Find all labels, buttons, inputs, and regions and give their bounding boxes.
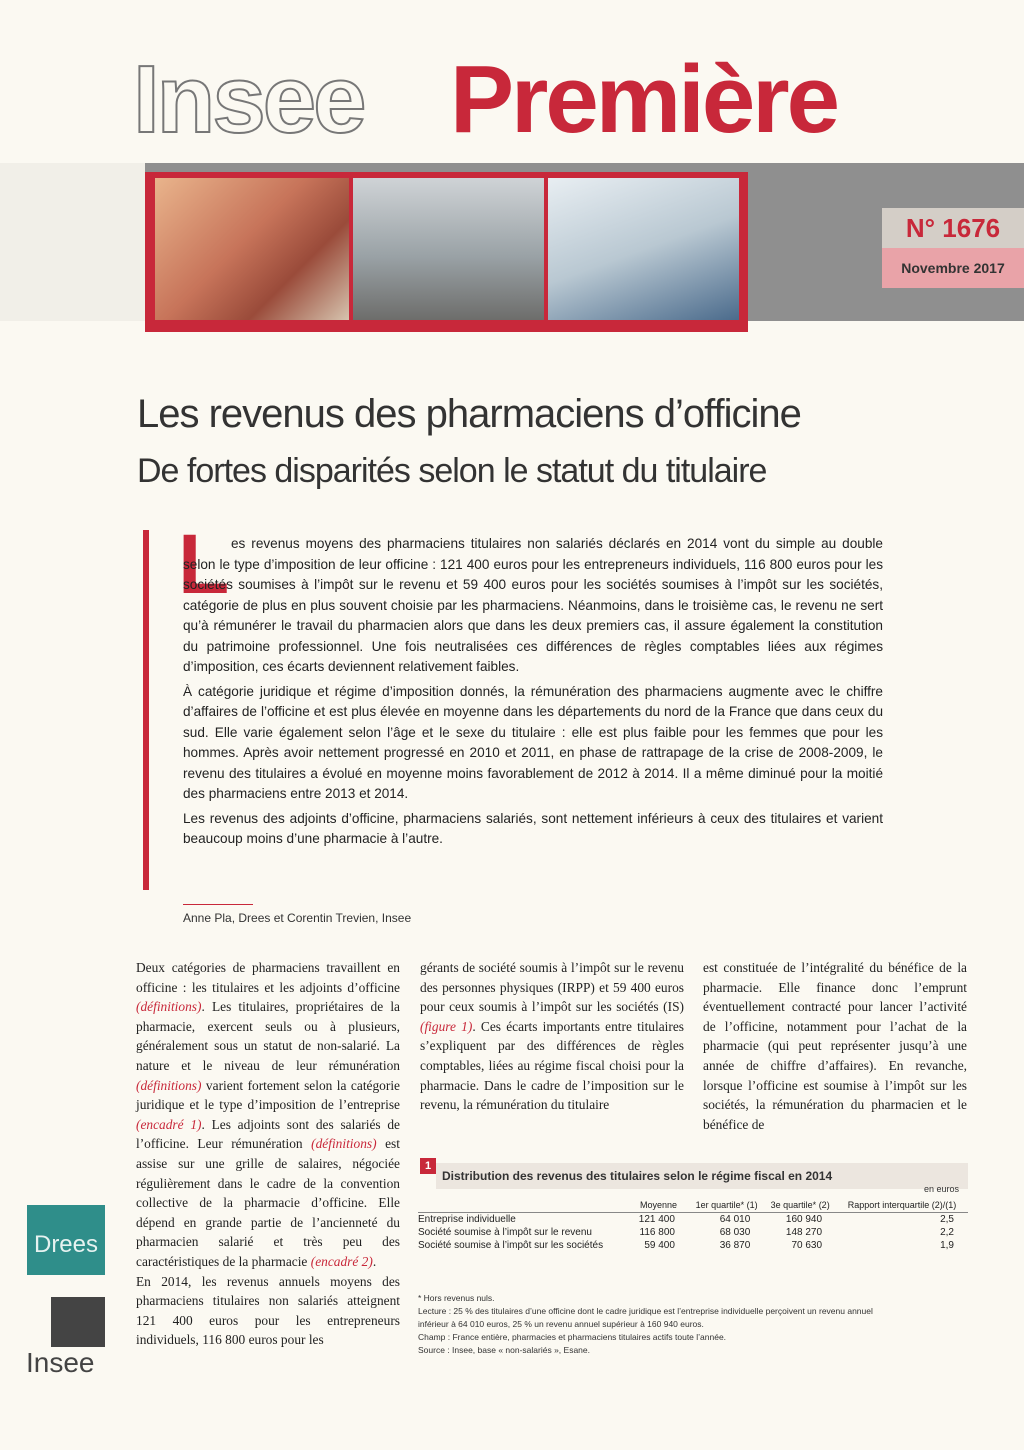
table-header: 3e quartile* (2) (764, 1198, 836, 1213)
body-text: . (372, 1253, 377, 1269)
figure-note: * Hors revenus nuls. (418, 1293, 495, 1303)
figure-units: en euros (924, 1184, 960, 1194)
cell-q3: 70 630 (791, 1240, 823, 1251)
cell-mean: 59 400 (644, 1240, 675, 1251)
abstract-paragraph: es revenus moyens des pharmaciens titulaires non salariés déclarés en 2014 vont du simple au double selon le type d’imposition de leur officine : 121 400 euros pour les entrepreneurs individuels, 116 800 euros pour les sociétés soumises à l’impôt sur le revenu et 59 400 euros pour les sociétés soumises à l’impôt sur les sociétés, catégorie de plus en plus souvent choisie par les pharmaciens. Néanmoins, dans le troisième cas, le revenu ne sert qu’à rémunérer le travail du pharmacien alors que dans les deux premiers cas, il assure également la constitution du patrimoine professionnel. Une fois neutralisées ces différences de règles comptables liées aux régimes d’imposition, ces écarts deviennent relativement faibles. (183, 536, 883, 674)
figure-note: inférieur à 64 010 euros, 25 % un revenu annuel supérieur à 160 940 euros. (418, 1319, 704, 1329)
table-header-row (418, 1198, 968, 1213)
drees-logo: Drees (27, 1205, 105, 1275)
definitions-link[interactable]: (définitions) (136, 999, 202, 1015)
cell-mean: 121 400 (638, 1214, 675, 1225)
cell-q3: 148 270 (785, 1227, 823, 1238)
insee-logo-mark (51, 1297, 105, 1347)
cell-mean: 116 800 (639, 1227, 675, 1238)
body-text: . Ces écarts importants entre titulaires s’expliquent par des différences de règles comptables, liées au régime fiscal choisi pour la pharmacie. Dans le cadre de l’imposition sur le revenu, la rémunération du titulaire (420, 1018, 684, 1113)
body-text: . Les adjoints sont des salariés de l’officine. Leur rémunération (136, 1116, 400, 1152)
figure-notes (418, 1292, 968, 1357)
cell-ratio: 2,2 (940, 1227, 954, 1238)
authors: Anne Pla, Drees et Corentin Trevien, Insee (183, 911, 412, 925)
table-header: Moyenne (628, 1198, 689, 1213)
cell-q1: 36 870 (719, 1240, 751, 1251)
photo-office (548, 178, 739, 320)
abstract (183, 534, 883, 854)
body-text: gérants de société soumis à l’impôt sur le revenu des personnes physiques (IRPP) et 59 400 euros pour ceux soumis à l’impôt sur les sociétés (IS) (420, 960, 684, 1015)
page-title: Les revenus des pharmaciens d’officine (137, 392, 801, 436)
table-row (418, 1239, 968, 1252)
cell-ratio: 2,5 (940, 1214, 954, 1225)
photo-children (155, 178, 349, 320)
table-row (418, 1213, 968, 1227)
body-column-2 (420, 958, 684, 1115)
figure-1-link[interactable]: (figure 1) (420, 1018, 473, 1034)
row-label: Société soumise à l’impôt sur le revenu (418, 1227, 592, 1238)
box-1-link[interactable]: (encadré 1) (136, 1116, 202, 1132)
abstract-dropcap: L (178, 517, 230, 611)
table-row (418, 1226, 968, 1239)
figure-note: Lecture : 25 % des titulaires d’une officine dont le cadre juridique est l’entreprise individuelle perçoivent un revenu annuel (418, 1306, 873, 1316)
brand-insee: Insee (133, 46, 364, 153)
figure-note: Source : Insee, base « non-salariés », Esane. (418, 1345, 590, 1355)
definitions-link[interactable]: (définitions) (136, 1077, 202, 1093)
cell-q3: 160 940 (785, 1214, 823, 1225)
body-text: est assise sur une grille de salaires, négociée régulièrement dans le cadre de la convention collective de la pharmacie d’officine. Elle dépend en grande partie de l’ancienneté du pharmacien salarié et très peu des caractéristiques de la pharmacie (136, 1136, 400, 1269)
issue-date: Novembre 2017 (882, 248, 1024, 288)
authors-rule (183, 904, 253, 905)
figure-table (418, 1198, 968, 1252)
body-column-3 (703, 958, 967, 1134)
cell-ratio: 1,9 (940, 1240, 954, 1251)
box-2-link[interactable]: (encadré 2) (310, 1253, 373, 1269)
insee-logo-word: Insee (26, 1347, 95, 1378)
body-paragraph (420, 958, 684, 1115)
body-column-1 (136, 958, 400, 1350)
body-text: varient fortement selon la catégorie juridique et le type d’imposition de l’entreprise (136, 1077, 400, 1113)
row-label: Société soumise à l’impôt sur les sociétés (418, 1240, 604, 1251)
definitions-link[interactable]: (définitions) (311, 1136, 377, 1152)
masthead-light-panel (0, 163, 145, 321)
figure-note: Champ : France entière, pharmacies et pharmaciens titulaires actifs toute l’année. (418, 1332, 727, 1342)
photo-crowd (353, 178, 544, 320)
cover-photo-strip (145, 172, 748, 332)
figure-number: 1 (420, 1158, 436, 1174)
row-label: Entreprise individuelle (418, 1214, 516, 1225)
abstract-paragraph: Les revenus des adjoints d’officine, pharmaciens salariés, sont nettement inférieurs à ceux des titulaires et varient beaucoup moins d’une pharmacie à l’autre. (183, 810, 883, 846)
table-header: Rapport interquartile (2)/(1) (836, 1198, 968, 1213)
abstract-accent-bar (143, 530, 149, 890)
table-header: 1er quartile* (1) (689, 1198, 764, 1213)
cell-q1: 64 010 (719, 1214, 751, 1225)
body-text: Deux catégories de pharmaciens travaillent en officine : les titulaires et les adjoints d’officine (136, 960, 400, 995)
cell-q1: 68 030 (719, 1227, 751, 1238)
abstract-paragraph: À catégorie juridique et régime d’imposition donnés, la rémunération des pharmaciens augmente avec le chiffre d’affaires de l’officine et est plus élevée en moyenne dans les départements du nord de la France que dans ceux du sud. Elle varie également selon l’âge et le sexe du titulaire : elle est plus faible pour les femmes que pour les hommes. Après avoir nettement progressé en 2010 et 2011, en phase de rattrapage de la crise de 2008-2009, le revenu des titulaires a évolué en moyenne moins favorablement de 2012 à 2014. Il a même diminué pour la moitié des pharmaciens entre 2013 et 2014. (183, 683, 883, 801)
insee-logo (26, 1297, 111, 1381)
body-text: . Les titulaires, propriétaires de la pharmacie, exercent seuls ou à plusieurs, généralement sous un statut de non-salarié. La nature et le niveau de leur rémunération (136, 999, 400, 1073)
body-paragraph: En 2014, les revenus annuels moyens des pharmaciens titulaires non salariés atteignent 121 400 euros pour les entrepreneurs individuels, 116 800 euros pour les (136, 1273, 400, 1348)
table-header-empty (418, 1198, 628, 1213)
body-paragraph (136, 958, 400, 1272)
issue-number: N° 1676 (882, 208, 1024, 248)
page-subtitle: De fortes disparités selon le statut du titulaire (137, 452, 767, 490)
figure-title: Distribution des revenus des titulaires selon le régime fiscal en 2014 (442, 1169, 833, 1183)
body-paragraph: est constituée de l’intégralité du bénéfice de la pharmacie. Elle finance donc l’emprunt éventuellement contracté pour lancer l’activité de l’officine, notamment pour l’achat de la pharmacie (qui peut représenter jusqu’à une année de chiffre d’affaires). En revanche, lorsque l’officine est soumise à l’impôt sur les sociétés, la rémunération du pharmacien et le bénéfice de (703, 960, 967, 1132)
brand-premiere: Première (450, 46, 837, 153)
